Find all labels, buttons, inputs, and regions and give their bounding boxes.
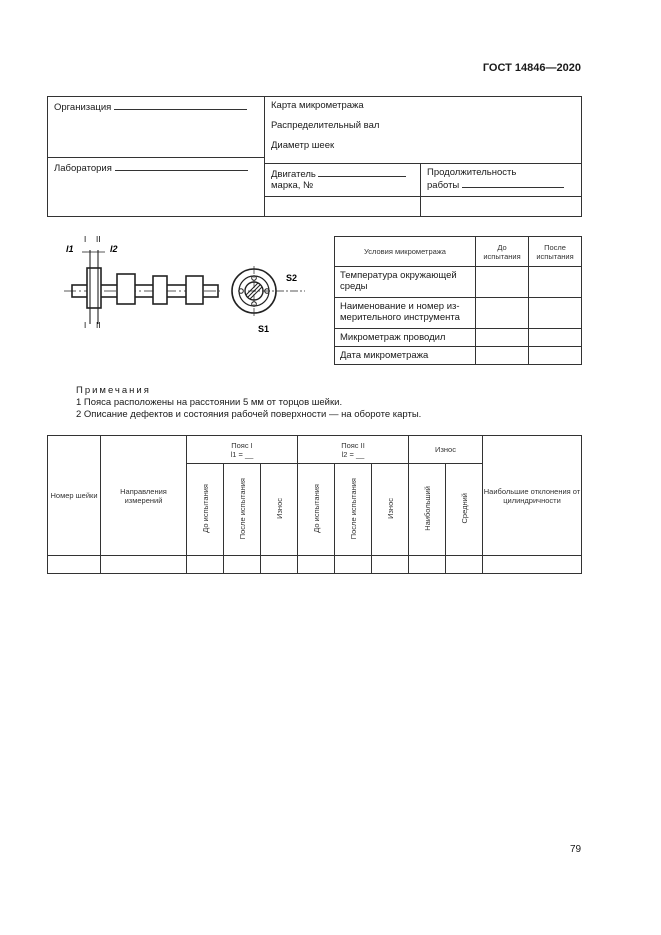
belt2-length: l2 = __ (341, 449, 365, 459)
section-II-top: II (96, 235, 101, 244)
duration-field[interactable]: Продолжительность работы (421, 164, 582, 197)
table-row: Микрометраж проводил (335, 329, 582, 347)
section-I-bottom: I (84, 321, 87, 330)
page-number: 79 (570, 844, 582, 855)
label-s2: S2 (286, 273, 298, 283)
wear-largest: Наибольший (422, 486, 432, 531)
belt2-before: До испытания (311, 484, 321, 533)
table-row: Наименование и номер из-мерительного инструмента (335, 298, 582, 329)
belt1-before: До испытания (200, 484, 210, 533)
duration-label: Продолжительность (427, 167, 517, 178)
journal-3 (153, 276, 167, 304)
note-item: 2 Описание дефектов и состояния рабочей поверхности — на обороте карты. (76, 409, 422, 420)
label-l1: l1 (66, 244, 74, 254)
standard-number: ГОСТ 14846—2020 (482, 62, 581, 74)
journal-1 (87, 268, 101, 308)
note-item: 1 Пояса расположены на расстоянии 5 мм от торцов шейки. (76, 397, 343, 408)
col-number: Номер шейки (48, 436, 101, 556)
col-conditions: Условия микрометража (335, 237, 476, 267)
notes (76, 385, 421, 421)
duration-value-cell[interactable] (421, 197, 582, 217)
wear-average: Средний (459, 493, 469, 524)
col-direction: Направления измерений (101, 436, 187, 556)
card-diameter: Диаметр шеек (271, 140, 335, 151)
belt1-after: После испытания (237, 477, 247, 540)
organization-field[interactable]: Организация (48, 97, 264, 158)
table-row (48, 556, 582, 574)
col-deviation: Наибольшие отклонения от цилиндричности (483, 436, 582, 556)
org-lab-cell (48, 97, 265, 217)
section-I-top: I (84, 235, 87, 244)
shaft-diagram (60, 228, 310, 340)
belt1-length: l1 = __ (230, 449, 254, 459)
belt2-wear: Износ (385, 498, 395, 519)
table-row: Температура окружающей среды (335, 267, 582, 298)
measurements-table (47, 435, 582, 574)
notes-title: Примечания (76, 385, 151, 396)
card-header-table (47, 96, 582, 217)
card-title-cell (265, 97, 582, 164)
belt2-header: Пояс II l2 = __ (298, 436, 409, 464)
belt1-header: Пояс I l1 = __ (187, 436, 298, 464)
brand-label: марка, № (271, 180, 314, 191)
journal-4 (186, 276, 203, 304)
journal-2 (117, 274, 135, 304)
conditions-table (334, 236, 582, 365)
engine-value-cell[interactable] (265, 197, 421, 217)
label-s1: S1 (258, 324, 270, 334)
card-subject: Распределительный вал (271, 120, 380, 131)
engine-field[interactable]: Двигатель марка, № (265, 164, 421, 197)
section-II-bottom: II (96, 321, 101, 330)
col-after: После испытания (529, 237, 582, 267)
laboratory-field[interactable]: Лаборатория (48, 158, 264, 214)
belt2-after: После испытания (348, 477, 358, 540)
card-title: Карта микрометража (271, 100, 364, 111)
col-before: До испытания (476, 237, 529, 267)
belt1-wear: Износ (274, 498, 284, 519)
table-row: Дата микрометража (335, 347, 582, 365)
label-l2: l2 (110, 244, 118, 254)
wear-header: Износ (409, 436, 483, 464)
